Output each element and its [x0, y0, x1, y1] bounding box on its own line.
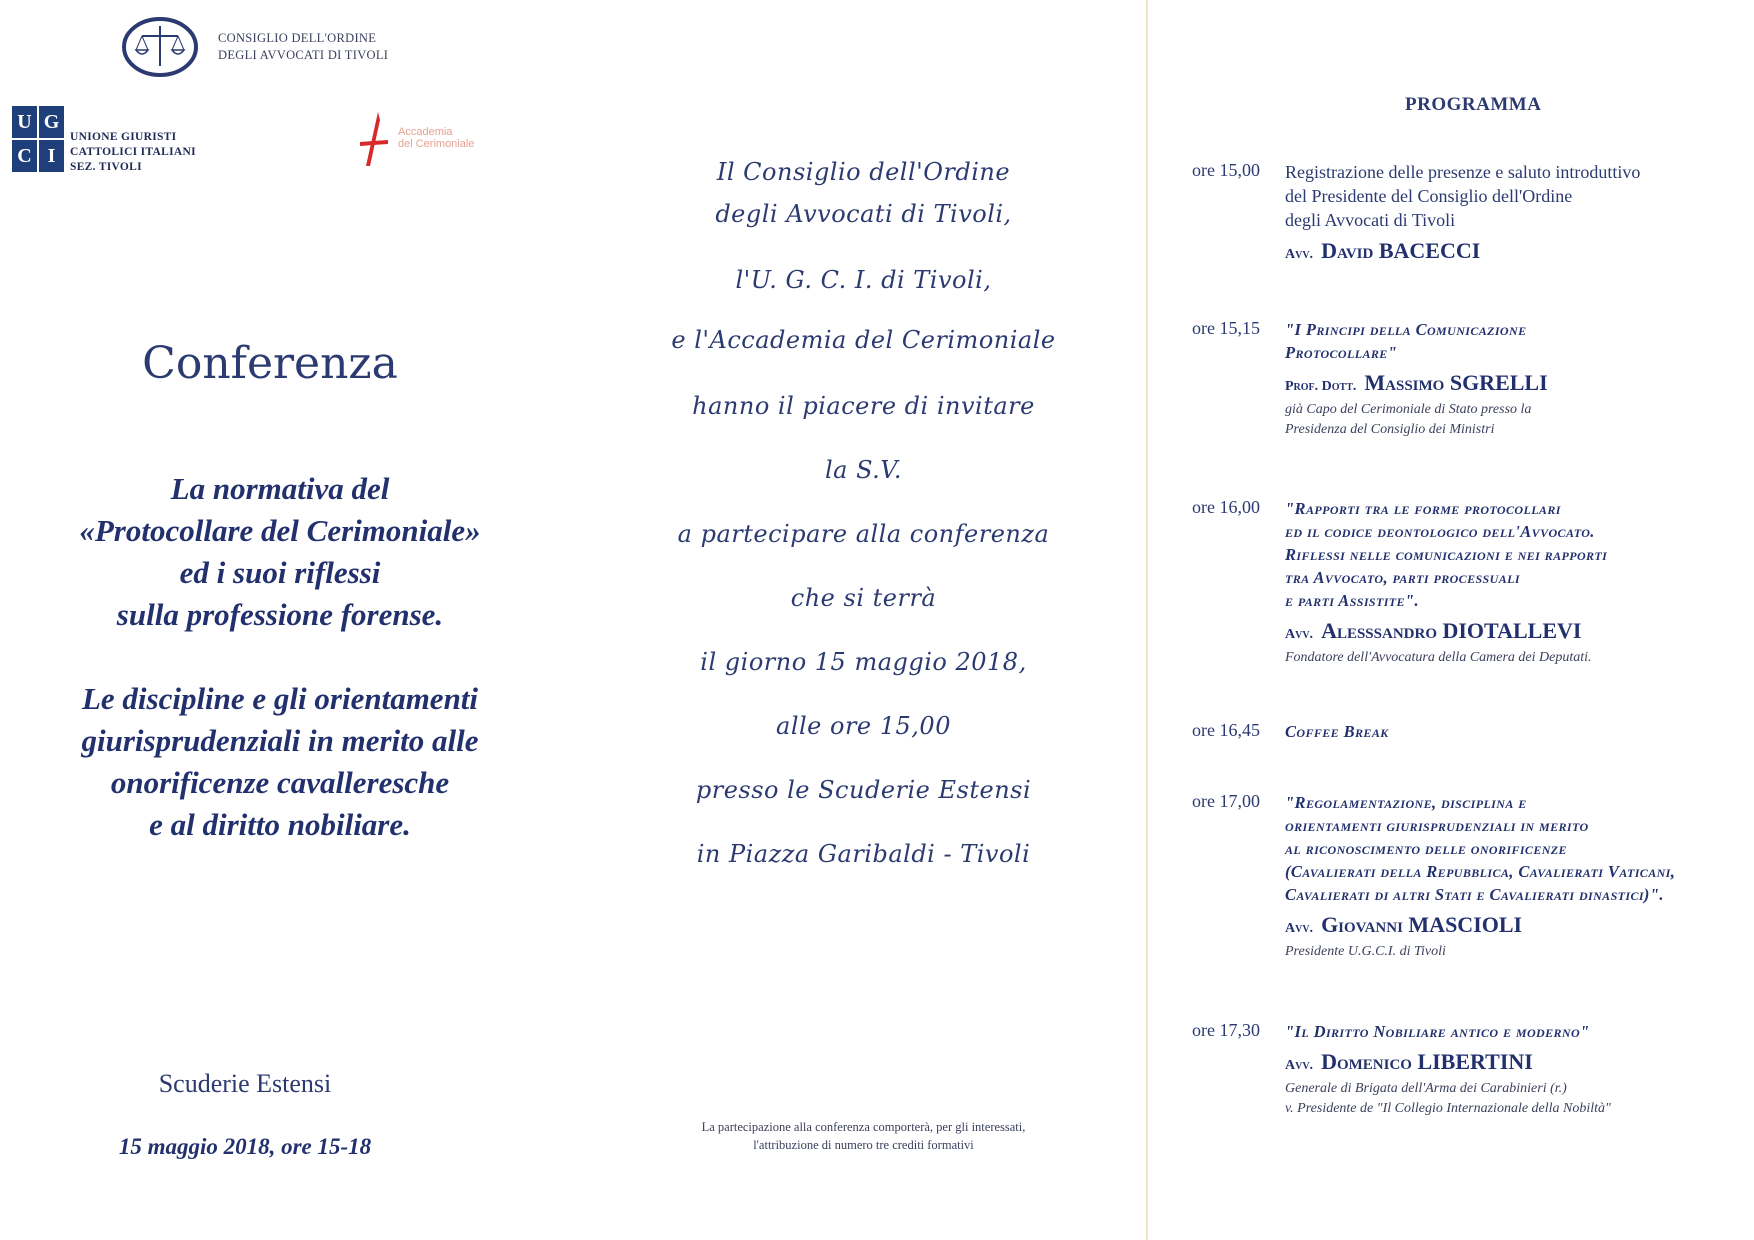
speaker-role: Generale di Brigata dell'Arma dei Carabinieri (r.) v. Presidente de "Il Collegio Internazionale della Nobiltà"	[1285, 1081, 1611, 1116]
program-panel	[1147, 0, 1754, 1240]
slot-time: ore 15,15	[1192, 318, 1260, 338]
scales-of-justice-icon	[120, 14, 200, 80]
slot-time: ore 17,00	[1192, 791, 1260, 811]
speaker-role: Fondatore dell'Avvocatura della Camera dei Deputati.	[1285, 650, 1592, 665]
sub-title: Le discipline e gli orientamenti giurisprudenziali in merito alle onorificenze cavalleresche e al diritto nobiliare.	[81, 681, 479, 842]
slot-time: ore 16,00	[1192, 497, 1260, 517]
ugci-name: UNIONE GIURISTI CATTOLICI ITALIANI SEZ. TIVOLI	[70, 131, 196, 173]
talk-title: "I Principi della Comunicazione Protocollare"	[1285, 320, 1527, 362]
talk-title: "Regolamentazione, disciplina e orientamenti giurisprudenziali in merito al riconoscimento delle onorificenze (Cavalierati della Repubblica, Cavalierati Vaticani, Cavalierati di altri Stati e Cavalierati dinastici)".	[1285, 793, 1676, 904]
speaker-role: già Capo del Cerimoniale di Stato presso la Presidenza del Consiglio dei Ministri	[1285, 402, 1532, 437]
invitation-line: alle ore 15,00	[776, 712, 951, 740]
conference-label: Conferenza	[142, 338, 398, 389]
invitation-line: presso le Scuderie Estensi	[695, 776, 1032, 804]
speaker-name: Prof. Dott. Massimo SGRELLI	[1285, 370, 1548, 395]
invitation-line: e l'Accademia del Cerimoniale	[671, 326, 1056, 354]
speaker-role: Presidente U.G.C.I. di Tivoli	[1285, 944, 1446, 959]
slot-time: ore 17,30	[1192, 1020, 1260, 1040]
speaker-name: Avv. David BACECCI	[1285, 238, 1481, 263]
invitation-line: a partecipare alla conferenza	[677, 520, 1050, 548]
invitation-panel	[580, 0, 1147, 1240]
invitation-line: Il Consiglio dell'Ordine	[716, 158, 1011, 186]
main-title: La normativa del «Protocollare del Cerimoniale» ed i suoi riflessi sulla professione forense.	[79, 471, 481, 632]
speaker-name: Avv. Domenico LIBERTINI	[1285, 1049, 1533, 1074]
event-date: 15 maggio 2018, ore 15-18	[118, 1134, 372, 1159]
invitation-line: l'U. G. C. I. di Tivoli,	[735, 266, 992, 294]
cover-panel	[0, 0, 580, 1240]
slot-description: Registrazione delle presenze e saluto introduttivo del Presidente del Consiglio dell'Ordine degli Avvocati di Tivoli	[1285, 162, 1641, 230]
invitation-line: il giorno 15 maggio 2018,	[700, 648, 1027, 676]
venue-name: Scuderie Estensi	[158, 1069, 332, 1098]
invitation-line: degli Avvocati di Tivoli,	[715, 200, 1012, 228]
speaker-name: Avv. Giovanni MASCIOLI	[1285, 912, 1523, 937]
talk-title: Coffee Break	[1285, 722, 1389, 741]
speaker-name: Avv. Alesssandro DIOTALLEVI	[1285, 618, 1582, 643]
invitation-line: in Piazza Garibaldi - Tivoli	[696, 840, 1031, 868]
slot-time: ore 15,00	[1192, 160, 1260, 180]
accademia-name: Accademia del Cerimoniale	[398, 126, 475, 150]
credits-footnote: La partecipazione alla conferenza comporterà, per gli interessati, l'attribuzione di numero tre crediti formativi	[701, 1120, 1026, 1152]
bar-council-name: CONSIGLIO DELL'ORDINE DEGLI AVVOCATI DI TIVOLI	[218, 31, 389, 62]
slot-time: ore 16,45	[1192, 720, 1260, 740]
accademia-logo-icon	[360, 112, 392, 166]
ugci-logo: U G C I	[12, 106, 64, 172]
invitation-line: che si terrà	[790, 584, 937, 612]
program-heading: PROGRAMMA	[1405, 94, 1542, 115]
invitation-line: hanno il piacere di invitare	[692, 392, 1035, 420]
talk-title: "Rapporti tra le forme protocollari ed il codice deontologico dell'Avvocato. Riflessi nelle comunicazioni e nei rapporti tra Avvocato, parti processuali e parti Assistite".	[1285, 499, 1608, 610]
talk-title: "Il Diritto Nobiliare antico e moderno"	[1285, 1022, 1590, 1041]
invitation-line: la S.V.	[824, 456, 903, 484]
